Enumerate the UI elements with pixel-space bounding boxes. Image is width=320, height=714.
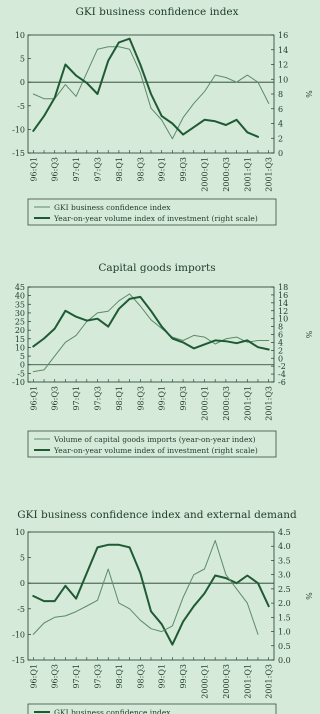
x-tick-label: 98:Q3 xyxy=(136,386,146,411)
x-tick-label: 2000:Q1 xyxy=(200,664,210,699)
series-line-1 xyxy=(33,545,268,645)
x-tick-label: 96:Q3 xyxy=(50,157,60,182)
right-tick-label: 14 xyxy=(278,298,289,308)
left-tick-label: 5 xyxy=(19,352,25,362)
left-tick-label: 25 xyxy=(14,317,25,327)
left-tick-label: -5 xyxy=(17,604,25,614)
chart-2 xyxy=(12,262,313,457)
left-tick-label: 30 xyxy=(14,308,25,318)
right-tick-label: 16 xyxy=(278,290,289,300)
right-tick-label: 4 xyxy=(278,338,284,348)
right-tick-label: 12 xyxy=(278,306,289,316)
x-tick-label: 98:Q1 xyxy=(114,664,124,689)
x-tick-label: 2000:Q1 xyxy=(200,386,210,421)
series-line-1 xyxy=(33,294,268,372)
plot-frame xyxy=(28,532,274,660)
right-tick-label: 10 xyxy=(278,75,289,85)
right-tick-label: 3.0 xyxy=(278,570,291,580)
x-tick-label: 2001:Q1 xyxy=(243,664,253,699)
right-tick-label: 10 xyxy=(278,314,289,324)
left-tick-label: 40 xyxy=(14,291,25,301)
left-tick-label: 10 xyxy=(14,31,25,40)
x-tick-label: 2001:Q1 xyxy=(243,157,253,192)
right-tick-label: 18 xyxy=(278,283,289,292)
legend xyxy=(28,704,276,714)
chart-title: Capital goods imports xyxy=(98,262,216,274)
legend xyxy=(28,431,276,457)
left-tick-label: 10 xyxy=(14,528,25,537)
x-tick-label: 2001:Q3 xyxy=(264,386,274,421)
x-tick-label: 2000:Q1 xyxy=(200,157,210,192)
x-tick-label: 97:Q1 xyxy=(72,157,82,182)
left-tick-label: 0 xyxy=(19,360,25,370)
x-tick-label: 96:Q3 xyxy=(50,386,60,411)
x-tick-label: 2000:Q3 xyxy=(221,664,231,699)
left-tick-label: -15 xyxy=(12,656,25,665)
left-tick-label: -5 xyxy=(17,369,25,379)
x-tick-label: 2001:Q3 xyxy=(264,157,274,192)
legend-label: GKI business confidence index xyxy=(54,708,171,714)
legend-label: Year-on-year volume index of investment (right scale) xyxy=(54,446,258,455)
right-tick-label: -2 xyxy=(278,362,286,372)
right-tick-label: -6 xyxy=(278,378,286,387)
left-tick-label: 20 xyxy=(14,326,25,336)
x-tick-label: 96:Q1 xyxy=(29,157,39,182)
right-tick-label: 2 xyxy=(278,346,284,356)
right-tick-label: 2.5 xyxy=(278,584,291,594)
right-tick-label: 4 xyxy=(278,119,284,129)
legend-label: Volume of capital goods imports (year-on-year index) xyxy=(54,435,256,444)
x-tick-label: 97:Q1 xyxy=(72,386,82,411)
x-tick-label: 96:Q3 xyxy=(50,664,60,689)
plot-frame xyxy=(28,287,274,382)
legend-label: Year-on-year volume index of investment (right scale) xyxy=(54,214,258,223)
right-tick-label: 16 xyxy=(278,31,289,40)
right-tick-label: 8 xyxy=(278,90,284,99)
right-axis-unit: % xyxy=(304,90,313,98)
x-tick-label: 97:Q3 xyxy=(93,157,103,182)
left-tick-label: 15 xyxy=(14,334,25,344)
x-tick-label: 99:Q1 xyxy=(157,664,167,689)
left-tick-label: 35 xyxy=(14,300,25,310)
legend-label: GKI business confidence index xyxy=(54,203,171,212)
right-tick-label: 14 xyxy=(278,45,289,55)
chart-title: GKI business confidence index and external demand xyxy=(17,509,297,521)
right-tick-label: 4.5 xyxy=(278,528,291,537)
x-tick-label: 96:Q1 xyxy=(29,386,39,411)
right-tick-label: 0 xyxy=(278,354,284,364)
x-tick-label: 2000:Q3 xyxy=(221,157,231,192)
x-tick-label: 98:Q1 xyxy=(114,386,124,411)
left-tick-label: 45 xyxy=(14,283,25,292)
chart-1 xyxy=(12,6,313,225)
x-tick-label: 2000:Q3 xyxy=(221,386,231,421)
series-line-2 xyxy=(33,297,268,350)
legend xyxy=(28,199,276,225)
x-tick-label: 96:Q1 xyxy=(29,664,39,689)
x-tick-label: 97:Q1 xyxy=(72,664,82,689)
x-tick-label: 98:Q3 xyxy=(136,664,146,689)
left-tick-label: 5 xyxy=(19,54,25,64)
left-tick-label: -5 xyxy=(17,101,25,111)
x-tick-label: 2001:Q1 xyxy=(243,386,253,421)
x-tick-label: 99:Q1 xyxy=(157,386,167,411)
x-tick-label: 2001:Q3 xyxy=(264,664,274,699)
x-tick-label: 99:Q1 xyxy=(157,157,167,182)
x-tick-label: 99:Q3 xyxy=(179,386,189,411)
x-tick-label: 98:Q3 xyxy=(136,157,146,182)
right-axis-unit: % xyxy=(304,592,313,600)
left-tick-label: 0 xyxy=(19,579,25,589)
right-tick-label: 0.5 xyxy=(278,641,291,651)
x-tick-label: 98:Q1 xyxy=(114,157,124,182)
left-tick-label: -10 xyxy=(12,378,25,387)
chart-3 xyxy=(12,509,313,714)
left-tick-label: 5 xyxy=(19,553,25,563)
x-tick-label: 97:Q3 xyxy=(93,386,103,411)
chart-title: GKI business confidence index xyxy=(75,6,239,18)
right-tick-label: -4 xyxy=(278,370,286,380)
right-tick-label: 1.5 xyxy=(278,613,291,623)
right-tick-label: 2 xyxy=(278,134,284,144)
right-tick-label: 0.0 xyxy=(278,656,291,665)
left-tick-label: -15 xyxy=(12,149,25,158)
x-tick-label: 97:Q3 xyxy=(93,664,103,689)
right-axis-unit: % xyxy=(304,330,313,339)
right-tick-label: 6 xyxy=(278,104,284,114)
right-tick-label: 6 xyxy=(278,330,284,340)
x-tick-label: 99:Q3 xyxy=(179,664,189,689)
left-tick-label: 0 xyxy=(19,78,25,88)
left-tick-label: 10 xyxy=(14,343,25,353)
x-tick-label: 99:Q3 xyxy=(179,157,189,182)
right-tick-label: 8 xyxy=(278,322,284,332)
series-line-2 xyxy=(33,39,258,137)
left-tick-label: -10 xyxy=(12,630,25,640)
right-tick-label: 1.0 xyxy=(278,627,291,637)
right-tick-label: 2.0 xyxy=(278,599,291,609)
left-tick-label: -10 xyxy=(12,125,25,135)
right-tick-label: 12 xyxy=(278,60,289,70)
right-tick-label: 0 xyxy=(278,149,284,158)
right-tick-label: 4.0 xyxy=(278,542,291,552)
right-tick-label: 3.5 xyxy=(278,556,291,566)
